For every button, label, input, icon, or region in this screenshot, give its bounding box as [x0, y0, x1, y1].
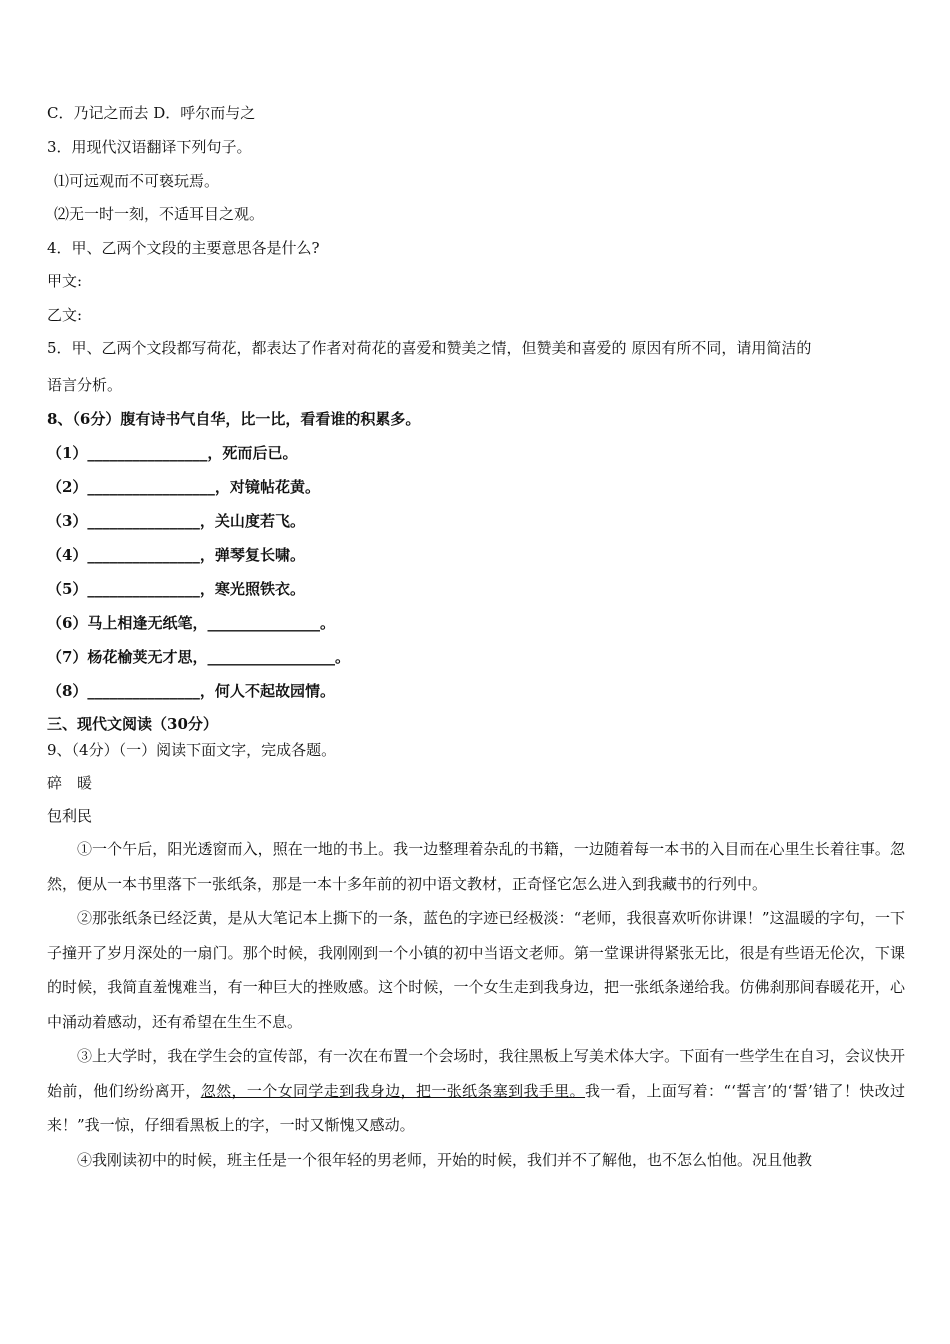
q8-item: （5）_______________，寒光照铁衣。	[47, 580, 305, 598]
q3-sentence-1: ⑴可远观而不可亵玩焉。	[54, 172, 220, 190]
q4-stem: 4．甲、乙两个文段的主要意思各是什么?	[47, 239, 320, 257]
q8-item: （6）马上相逢无纸笔，_______________。	[47, 614, 335, 632]
q4-yi-label: 乙文:	[47, 306, 83, 324]
q8-item: （1）________________，死而后已。	[47, 444, 298, 462]
underlined-sentence: 忽然，一个女同学走到我身边，把一张纸条塞到我手里。	[200, 1081, 586, 1100]
paragraph-3-start: ③上大学时，我在学生会的宣传部，有一次在布置一个会场时，我往黑板上写美术体大字。下面有一些学生在自习，会议快开始前，他们纷纷离开，	[47, 1047, 905, 1100]
paragraph-3	[47, 1039, 905, 1143]
paragraph-2: ②那张纸条已经泛黄，是从大笔记本上撕下的一条，蓝色的字迹已经极淡：“老师，我很喜欢听你讲课！”这温暖的字句，一下子撞开了岁月深处的一扇门。那个时候，我刚刚到一个小镇的初中当语文老师。第一堂课讲得紧张无比，很是有些语无伦次，下课的时候，我简直羞愧难当，有一种巨大的挫败感。这个时候，一个女生走到我身边，把一张纸条递给我。仿佛刹那间春暖花开，心中涌动着感动，还有希望在生生不息。	[47, 909, 905, 1031]
q3-sentence-2: ⑵无一时一刻，不适耳目之观。	[54, 205, 265, 223]
q5-line-1: 5．甲、乙两个文段都写荷花，都表达了作者对荷花的喜爱和赞美之情，但赞美和喜爱的 原因有所不同，请用简洁的	[47, 339, 812, 357]
paragraph-3-end: 我一看，上面写着：“‘誓言’的‘誓’错了！快改过来！”我一惊，仔细看黑板上的字，一时又惭愧又感动。	[47, 1081, 905, 1134]
article-title: 碎 暖	[47, 774, 93, 792]
q8-heading: 8、（6分）腹有诗书气自华，比一比，看看谁的积累多。	[47, 410, 421, 428]
q3-stem: 3．用现代汉语翻译下列句子。	[47, 138, 252, 156]
section-3-heading: 三、现代文阅读（30分）	[47, 715, 218, 733]
paragraph-1: ①一个午后，阳光透窗而入，照在一地的书上。我一边整理着杂乱的书籍，一边随着每一本书的入目而在心里生长着往事。忽然，便从一本书里落下一张纸条，那是一本十多年前的初中语文教材，正奇怪它怎么进入到我藏书的行列中。	[47, 840, 905, 893]
q8-item: （3）_______________，关山度若飞。	[47, 512, 305, 530]
q8-item: （7）杨花榆荚无才思，_________________。	[47, 648, 350, 666]
q4-jia-label: 甲文:	[47, 272, 83, 290]
q2-options-cd: C．乃记之而去 D．呼尔而与之	[47, 104, 256, 122]
q5-line-2: 语言分析。	[47, 376, 123, 394]
q9-heading: 9、（4分）（一）阅读下面文字，完成各题。	[47, 741, 337, 759]
article-body	[47, 832, 905, 1177]
q8-item: （8）_______________，何人不起故园情。	[47, 682, 335, 700]
article-author: 包利民	[47, 807, 93, 825]
q8-item: （4）_______________，弹琴复长啸。	[47, 546, 305, 564]
paragraph-4: ④我刚读初中的时候，班主任是一个很年轻的男老师，开始的时候，我们并不了解他，也不怎么怕他。况且他教	[77, 1150, 813, 1169]
q8-item: （2）_________________，对镜帖花黄。	[47, 478, 320, 496]
